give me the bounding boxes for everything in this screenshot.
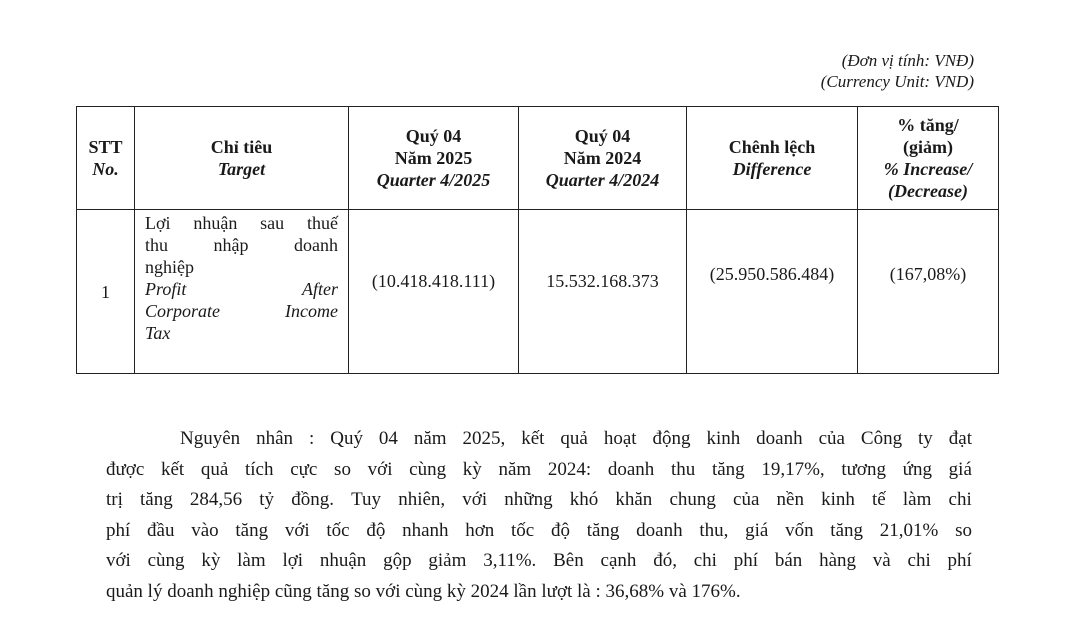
profit-comparison-table	[76, 106, 999, 374]
header-percent-en-1: % Increase/	[883, 159, 973, 179]
header-q4-2025	[349, 107, 519, 210]
target-en-word: Corporate	[145, 301, 221, 321]
target-text	[145, 212, 338, 344]
paragraph-line: với cùng kỳ làm lợi nhuận gộp giảm 3,11%. Bên cạnh đó, chi phí bán hàng và chi phí	[106, 550, 972, 571]
header-q4-2024	[519, 107, 687, 210]
cell-stt: 1	[77, 210, 135, 374]
paragraph-line: được kết quả tích cực so với cùng kỳ năm 2024: doanh thu tăng 19,17%, tương ứng giá	[106, 458, 972, 480]
header-percent-en-2: (Decrease)	[888, 181, 968, 201]
header-q4-2025-en: Quarter 4/2025	[376, 170, 491, 190]
header-stt-vi: STT	[88, 137, 123, 157]
header-stt-en: No.	[92, 159, 119, 179]
header-stt	[77, 107, 135, 210]
table-header-row	[77, 107, 999, 210]
currency-unit-vi: (Đơn vị tính: VNĐ)	[841, 51, 974, 70]
target-vi-word: thu	[145, 235, 169, 255]
target-en-word: After	[302, 279, 338, 299]
target-en-word: Tax	[145, 323, 171, 343]
cell-q4-2025: (10.418.418.111)	[349, 210, 519, 374]
paragraph-line: quản lý doanh nghiệp cũng tăng so với cùng kỳ 2024 lần lượt là : 36,68% và 176%.	[106, 580, 741, 602]
paragraph-line: phí đầu vào tăng với tốc độ nhanh hơn tốc độ tăng doanh thu, giá vốn tăng 21,01% so	[106, 519, 972, 541]
target-en-word: Profit	[145, 279, 187, 299]
header-target	[135, 107, 349, 210]
target-vi-word: nhuận	[193, 213, 238, 233]
header-percent-vi-2: (giảm)	[903, 137, 953, 157]
header-difference-vi: Chênh lệch	[728, 137, 816, 157]
cause-explanation-paragraph	[106, 424, 972, 607]
paragraph-line: Nguyên nhân : Quý 04 năm 2025, kết quả hoạt động kinh doanh của Công ty đạt	[180, 428, 972, 449]
header-q4-2025-vi-1: Quý 04	[405, 126, 462, 146]
header-difference-en: Difference	[732, 159, 812, 179]
target-vi-word: Lợi	[145, 213, 171, 233]
paragraph-line: trị tăng 284,56 tỷ đồng. Tuy nhiên, với những khó khăn chung của nền kinh tế làm chi	[106, 489, 972, 510]
cell-q4-2024: 15.532.168.373	[519, 210, 687, 374]
target-en-word: Income	[285, 301, 338, 321]
target-vi-word: doanh	[293, 235, 338, 255]
target-en-line	[145, 278, 338, 300]
target-en-line	[145, 300, 338, 322]
cell-percent-change: (167,08%)	[858, 210, 999, 374]
header-q4-2024-vi-1: Quý 04	[574, 126, 631, 146]
target-vi-line	[145, 234, 338, 256]
header-percent-vi-1: % tăng/	[897, 115, 959, 135]
cell-difference: (25.950.586.484)	[687, 210, 858, 374]
header-difference	[687, 107, 858, 210]
header-q4-2024-vi-2: Năm 2024	[563, 148, 642, 168]
cell-target	[135, 210, 349, 374]
target-vi-word: nghiệp	[145, 257, 194, 277]
header-q4-2025-vi-2: Năm 2025	[394, 148, 473, 168]
table-row	[77, 210, 999, 374]
target-en-line	[145, 322, 338, 344]
target-vi-word: thuế	[307, 213, 338, 233]
target-vi-word: nhập	[213, 235, 249, 255]
header-q4-2024-en: Quarter 4/2024	[545, 170, 660, 190]
header-percent-change	[858, 107, 999, 210]
currency-unit-note	[821, 50, 974, 92]
target-vi-word: sau	[260, 213, 285, 233]
header-target-en: Target	[217, 159, 266, 179]
currency-unit-en: (Currency Unit: VND)	[820, 72, 974, 91]
target-vi-line	[145, 212, 338, 234]
target-vi-line	[145, 256, 338, 278]
header-target-vi: Chỉ tiêu	[210, 137, 273, 157]
